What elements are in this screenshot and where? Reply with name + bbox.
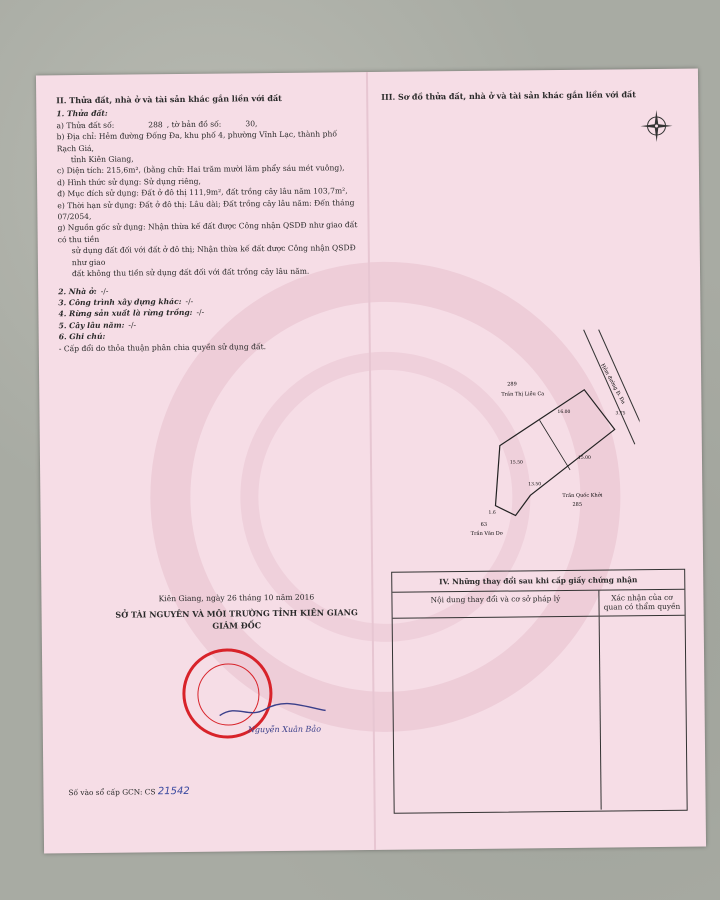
house-label: 2. Nhà ở: xyxy=(58,286,97,296)
parcel-label: a) Thửa đất số: xyxy=(56,120,115,131)
dim-label: 1.6 xyxy=(488,510,496,516)
address-line-2: tỉnh Kiên Giang, xyxy=(70,154,134,165)
origin-line-3: đất không thu tiền sử dụng đất đối với đất trồng cây lâu năm. xyxy=(71,266,310,279)
notes-value: - Cấp đổi do thỏa thuận phân chia quyền sử dụng đất. xyxy=(58,341,267,353)
signature-block xyxy=(111,592,361,632)
changes-col-confirm xyxy=(599,590,686,810)
changes-col-content xyxy=(392,591,601,812)
registry-label: Số vào sổ cấp GCN: CS xyxy=(68,787,156,798)
west-neighbor-no: 63 xyxy=(480,521,488,528)
road-edge-2 xyxy=(599,329,641,445)
forest-label: 4. Rừng sản xuất là rừng trồng: xyxy=(58,308,193,319)
map-sheet-label: , tờ bản đồ số: xyxy=(166,119,222,129)
road-edge-1 xyxy=(584,329,635,445)
dim-label: 13.50 xyxy=(528,482,542,488)
map-sheet-number: 30, xyxy=(245,118,258,129)
place-date: Kiên Giang, ngày 26 tháng 10 năm 2016 xyxy=(158,592,315,604)
registry-number xyxy=(68,786,189,798)
compass-rose-icon xyxy=(639,109,673,143)
usage-term: e) Thời hạn sử dụng: Đất ở đô thị: Lâu dài; Đất trồng cây lâu năm: Đến tháng 07/2054, xyxy=(57,197,355,222)
right-page xyxy=(381,89,686,104)
parcel-divider xyxy=(540,420,571,470)
changes-title: IV. Những thay đổi sau khi cấp giấy chứng nhận xyxy=(392,570,684,593)
issuing-authority: SỞ TÀI NGUYÊN VÀ MÔI TRƯỜNG TỈNH KIÊN GIANG xyxy=(115,607,358,620)
changes-col1-header: Nội dung thay đổi và cơ sở pháp lý xyxy=(392,591,598,619)
construction-value: -/- xyxy=(185,296,194,306)
usage-purpose: đ) Mục đích sử dụng: Đất ở đô thị 111,9m², đất trồng cây lâu năm 103,7m², xyxy=(57,186,348,199)
notes-label: 6. Ghi chú: xyxy=(58,331,106,342)
north-neighbor-no: 289 xyxy=(507,381,517,388)
area-line: c) Diện tích: 215,6m², (bằng chữ: Hai trăm mười lăm phẩy sáu mét vuông), xyxy=(56,163,345,176)
dim-label: 15.50 xyxy=(510,460,523,466)
house-value: -/- xyxy=(100,286,109,296)
signer-role: GIÁM ĐỐC xyxy=(212,620,262,631)
dim-label: 16.00 xyxy=(557,409,571,416)
land-heading: 1. Thửa đất: xyxy=(56,109,108,119)
registry-value: 21542 xyxy=(157,785,190,798)
land-use-certificate xyxy=(36,69,706,854)
forest-value: -/- xyxy=(196,308,205,318)
dim-label: 15.00 xyxy=(577,455,591,461)
construction-label: 3. Công trình xây dựng khác: xyxy=(58,296,182,308)
changes-col2-header: Xác nhận của cơ quan có thẩm quyền xyxy=(599,590,684,617)
south-neighbor-name: Trần Quốc Khởi xyxy=(562,492,603,499)
usage-form: d) Hình thức sử dụng: Sử dụng riêng, xyxy=(57,176,201,188)
trees-label: 5. Cây lâu năm: xyxy=(58,320,125,330)
south-neighbor-no: 285 xyxy=(572,501,583,508)
address-line: b) Địa chỉ: Hẻm đường Đống Đa, khu phố 4, phường Vĩnh Lạc, thành phố Rạch Giá, xyxy=(56,129,338,153)
parcel-number: 288 xyxy=(148,119,163,130)
origin-line-2: sử dụng đất đối với đất ở đô thị; Nhận thừa kế đất được Công nhận QSDĐ như giao xyxy=(71,243,356,267)
road-label: Hẻm đường Đ. Đa xyxy=(599,362,627,406)
left-page xyxy=(56,92,359,354)
north-neighbor-name: Trần Thị Liễu Ca xyxy=(501,391,545,398)
section-iii-title: III. Sơ đồ thửa đất, nhà ở và tài sản khác gắn liền với đất xyxy=(381,89,636,102)
west-neighbor-name: Trần Văn Do xyxy=(470,530,503,537)
dim-label: 3.75 xyxy=(615,411,626,417)
parcel-diagram xyxy=(439,324,641,546)
trees-value: -/- xyxy=(128,320,137,330)
signer-name: Nguyễn Xuân Bảo xyxy=(247,724,322,735)
changes-table xyxy=(391,569,688,814)
signature-stroke xyxy=(218,700,328,721)
section-ii-title: II. Thửa đất, nhà ở và tài sản khác gắn liền với đất xyxy=(56,92,282,106)
origin-line: g) Nguồn gốc sử dụng: Nhận thừa kế đất được Công nhận QSDĐ như giao đất có thu tiền xyxy=(57,220,358,245)
